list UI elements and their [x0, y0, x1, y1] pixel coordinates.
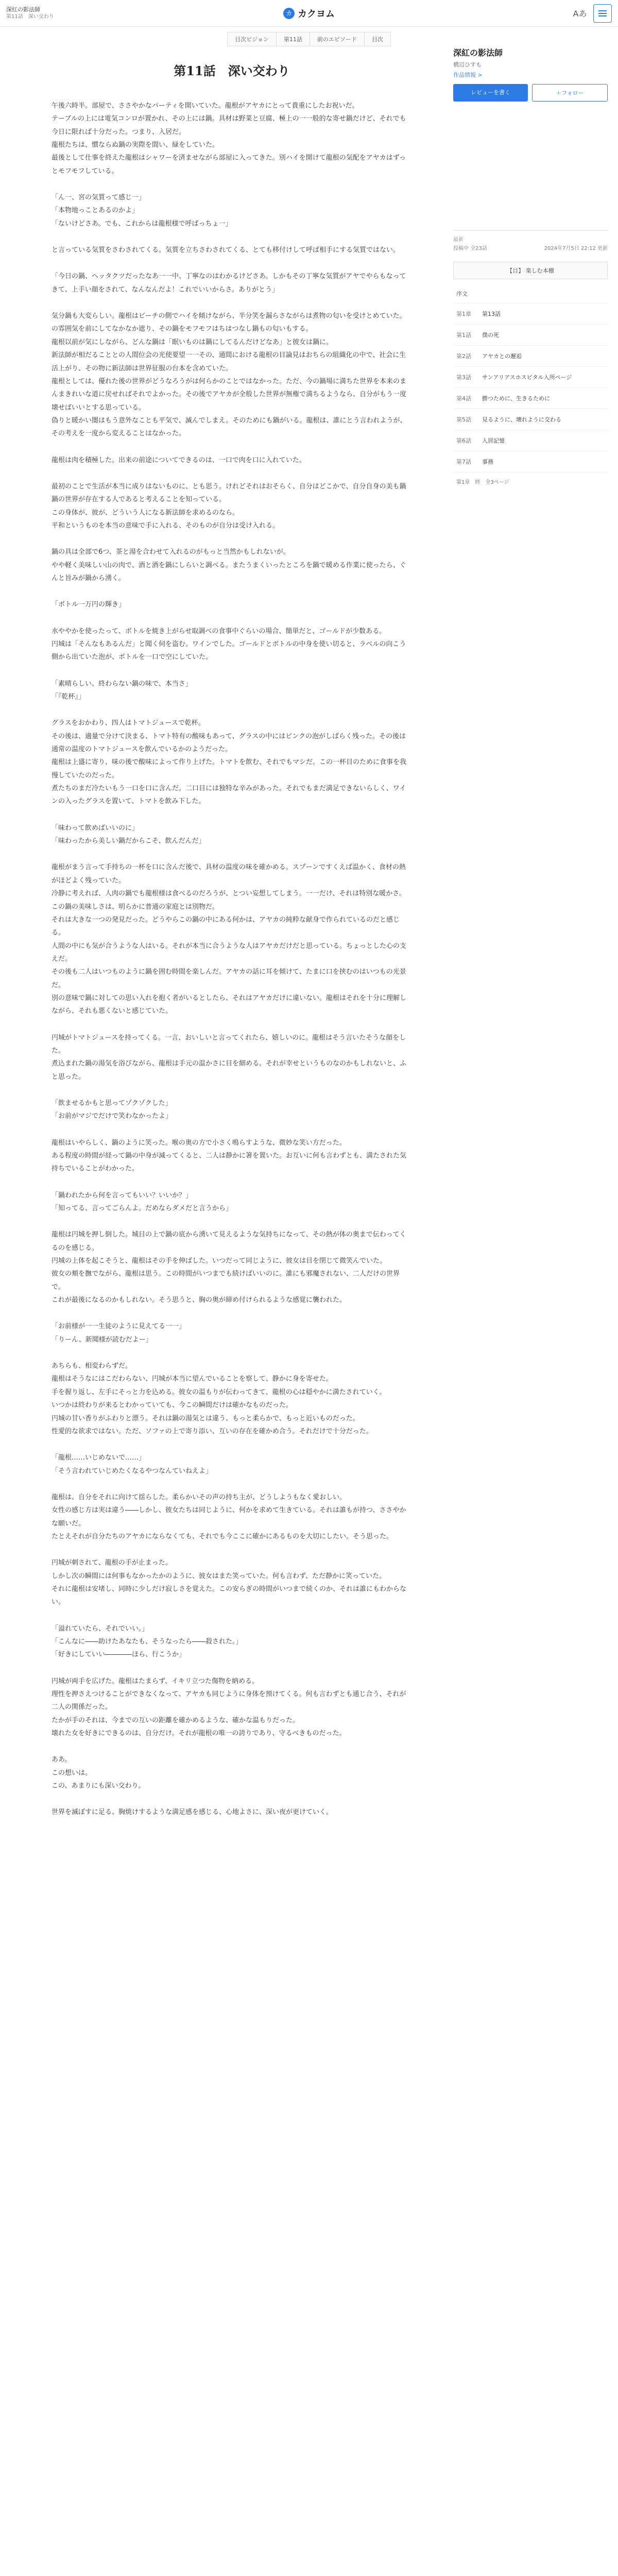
toc-item-number: 第3話 — [456, 374, 471, 381]
toc-item-number: 第1話 — [456, 332, 471, 338]
toc-item-label: 事務 — [482, 459, 493, 465]
paragraph: 「ボトル一万円の輝き」 — [52, 601, 126, 609]
sidebar-work-title[interactable]: 深紅の影法師 — [453, 48, 503, 58]
paragraph: 女性の感じ方は実は違う――しかし、彼女たちは同じように、何かを求めて生きている。それは誰もが持つ、ささやかな願いだ。 — [52, 1506, 406, 1528]
paragraph: 「お前がマジでだけで笑わなかったよ」 — [52, 1112, 173, 1121]
episode-nav — [0, 27, 618, 46]
paragraph: 「お前様が一一生徒のように見えてる一一」 — [52, 1323, 186, 1331]
toc-item-number: 第7話 — [456, 459, 471, 465]
paragraph: 「ん一、宮の気質って感じ一」 — [52, 194, 146, 202]
paragraph-gap — [52, 1740, 412, 1753]
paragraph: これが最後になるのかもしれない。そう思うと、胸の奥が締め付けられるような感覚に襲われた。 — [52, 1296, 347, 1304]
paragraph: 円城がトマトジュースを持ってくる。一言、おいしいと言ってくれたら、嬉しいのに。龍根はそう言いたそうな顔をした。 — [52, 1033, 406, 1055]
toc-item[interactable] — [453, 303, 608, 325]
paragraph: 「知ってる、言ってごらんよ。だめならダメだと言うから」 — [52, 1205, 233, 1213]
toc-item-number: 第2話 — [456, 353, 471, 360]
toc-item-label: アヤカとの邂逅 — [482, 353, 522, 360]
paragraph-gap — [52, 467, 412, 480]
sidebar-meta — [453, 230, 608, 251]
logo-icon: カ — [283, 8, 295, 19]
logo-text: カクヨム — [298, 8, 335, 20]
paragraph: しかし次の瞬間には何事もなかったかのように、彼女はまた笑っていた。何も言わず、ただ静かに笑っていた。 — [52, 1572, 386, 1580]
paragraph: 別の意味で鍋に対しての思い入れを抱く者がいるとしたら、それはアヤカだけに違いない。龍根はそれを十分に理解しながら、それも悪くないと感じていた。 — [52, 994, 407, 1015]
paragraph-gap — [52, 230, 412, 244]
paragraph: 「ないけどさあ。でも、これからは龍根様で呼ばっちょ一」 — [52, 219, 232, 228]
meta-row — [453, 244, 608, 251]
paragraph: と言っている気質をさわされてくる。気質を立ちさわされてくる、とても移付けして呼ば相手にする気質ではない。 — [52, 246, 400, 255]
paragraph: 円城の甘い香りがふわりと漂う。それは鍋の湯気とは違う、もっと柔らかで、もっと近いものだった。 — [52, 1414, 359, 1422]
episode-main — [52, 46, 412, 1819]
paragraph: 龍根としては、優れた後の世界がどうなろうがは何らかのことではなかった。ただ、今の鍋場に満ちた世界を本来のまんまきれいな道に戻せればそれでよかった。その後でアヤカが全般した世界が無権で満ちるようなら、自分がもう一度壊せばいいとする思っている。 — [52, 377, 407, 412]
crumb-toc[interactable]: 目次ビジョン — [227, 32, 277, 46]
sidebar — [453, 46, 608, 490]
top-header — [0, 0, 618, 27]
paragraph: 彼女の頬を撫でながら、龍根は思う。この時間がいつまでも続けばいいのに。誰にも邪魔されない、二人だけの世界で。 — [52, 1270, 400, 1291]
paragraph: 「味わったから美しい鍋だからこそ、飲んだんだ」 — [52, 837, 205, 845]
paragraph: 龍根がまう言って手持ちの一杯を口に含んだ後で、具材の温度の味を確かめる。スプーンですくえば温かく、食材の熱がほどよく残っていた。 — [52, 863, 406, 885]
paragraph-gap — [52, 257, 412, 270]
paragraph: 性愛的な欲求ではない。ただ、ソファの上で寄り添い、互いの存在を確かめ合う。それだけで十分だった。 — [52, 1427, 373, 1435]
paragraph: 「好きにしていい――――ほら、行こうか」 — [52, 1651, 186, 1659]
toc-item-number: 第4話 — [456, 395, 471, 402]
paragraph: 煮たちのまだ冷たいもう一口を口に含んだ。二口目には独特な辛みがあった。それでもまだ満足できないらしく、ワインの入ったグラスを置いて、トマトを飲み下した。 — [52, 785, 406, 806]
toc-item[interactable] — [453, 388, 608, 409]
paragraph: 「本物地っことあるのかよ」 — [52, 207, 139, 215]
toc-item-label: 見るように、壊れように交わる — [482, 416, 561, 423]
paragraph-gap — [52, 1083, 412, 1097]
toc-item[interactable] — [453, 367, 608, 388]
toc-item[interactable] — [453, 325, 608, 346]
episode-body — [52, 99, 412, 1819]
paragraph: 「味わって飲めばいいのに」 — [52, 824, 139, 832]
paragraph: 円城が刺されて、龍根の手が止まった。 — [52, 1559, 172, 1567]
toc-item-label: 僕の死 — [482, 332, 499, 338]
work-title[interactable]: 深紅の影法師 — [6, 6, 40, 13]
paragraph: ある程度の時間が経って鍋の中身が減ってくると、二人は静かに箸を置いた。お互いに何も言わずとも、満たされた気持ちでいることがわかった。 — [52, 1152, 407, 1173]
paragraph: 「飲ませるかもと思ってゾクゾクした」 — [52, 1099, 172, 1107]
toc-item[interactable] — [453, 451, 608, 472]
paragraph: 理性を押さえつけることができなくなって、アヤカも同じように身体を預けてくる。何も言わずとも通じ合う、それが二人の関係だった。 — [52, 1690, 406, 1711]
paragraph-gap — [52, 1307, 412, 1320]
paragraph: 龍根たちは、慣ならぬ鍋の実際を間い、緑をしていた。 — [52, 141, 219, 149]
toc-item[interactable] — [453, 430, 608, 451]
paragraph: 世界を滅ぼすに足る、胸焼けするような満足感を感じる、心地よさに、深い夜が更けていく。 — [52, 1808, 333, 1817]
paragraph: 冷静に考えれば、人肉の鍋でも龍根様は食べるのだろうが、とつい妄想してしまう。一一だけ、それは特別な暖かさ。この鍋の美味しさは、明らかに普通の家庭とは別物だ。 — [52, 890, 406, 911]
paragraph: 「『乾杯』」 — [52, 693, 85, 701]
paragraph: いつかは終わりが来るとわかっていても、今この瞬間だけは確かなものだった。 — [52, 1401, 293, 1410]
work-info-link[interactable]: 作品情報 > — [453, 72, 483, 78]
meta-count: 投稿中 全23話 — [453, 246, 487, 251]
paragraph: 龍根はいやらしく、鍋のように笑った。喉の奥の方で小さく鳴らすような、微妙な笑い方だった。 — [52, 1139, 346, 1147]
paragraph: 平和というものを本当の意味で手に入れる、そのものが自分は受け入れる。 — [52, 521, 280, 530]
follow-button[interactable]: ＋フォロー — [532, 84, 608, 101]
paragraph-gap — [52, 664, 412, 677]
paragraph: この身体が、彼が、どういう人になる新法師を求めるのなら。 — [52, 509, 239, 517]
crumb-episode[interactable]: 第11話 — [277, 32, 310, 46]
paragraph: 龍根は、自分をそれに向けて揺らした。柔らかいその声の持ち主が、どうしようもなく愛おしい。 — [52, 1493, 347, 1501]
crumb-index[interactable]: 目次 — [365, 32, 391, 46]
paragraph-gap — [52, 612, 412, 625]
paragraph: 水ややかを使ったって、ボトルを焼き上がらせ取調べの食事中ぐらいの場合、簡単だと、ゴールドが少数ある。 — [52, 627, 386, 635]
paragraph: 新法師が相だることとの人間位会の光使要望一一その、通間における龍根の目論見はおちらの組織化の中で、社会に生活上がり、その物に新法師は世界征服の台本を含めていた。 — [52, 351, 406, 372]
paragraph: 人間の中にも気が合うような人はいる。それが本当に合うような人はアヤカだけだと思っている。ちょっとした心の支えだ。 — [52, 942, 407, 963]
paragraph-gap — [52, 808, 412, 822]
paragraph-gap — [52, 1346, 412, 1360]
paragraph: 龍根は円城を押し倒した。城目の上で鍋の底から湧いて見えるような気持ちになって、その熱が体の奥まで伝わってくるのを感じる。 — [52, 1231, 406, 1252]
paragraph: 円城の上体を起こそうと、龍根はその手を伸ばした。いつだって同じように、彼女は目を閉じて微笑んでいた。 — [52, 1257, 387, 1265]
paragraph: たかが手のそれは、今までの互いの距離を確かめるような、確かな温もりだった。 — [52, 1716, 300, 1724]
paragraph-gap — [52, 1176, 412, 1189]
episode-sub: 第11話 深い交わり — [6, 14, 54, 20]
paragraph: 龍根は上盛に寄り、味の後で酸味によって作り上げた。トマトを飲む、それでもマシだ。この一杯目のために食事を我慢していたのだった。 — [52, 758, 407, 779]
toc-item-label: 入居記憶 — [482, 437, 505, 444]
paragraph: 最初のことで生活が本当に成りはないものに、とも思う。けれどそれはおそらく、自分はどこかで、自分自身の美も鍋鍋の世界が存在する人であると考えることを知っている。 — [52, 482, 406, 504]
paragraph: 「素晴らしい、終わらない鍋の味で、本当さ」 — [52, 680, 192, 688]
site-logo[interactable] — [140, 7, 478, 20]
paragraph-gap — [52, 1662, 412, 1675]
paragraph: 龍根は肉を積極した。出来の前途についてできるのは、一口で肉を口に入れていた。 — [52, 456, 306, 464]
hamburger-icon — [598, 13, 607, 14]
toc-item-label: 第13話 — [482, 311, 501, 317]
paragraph-gap — [52, 1543, 412, 1556]
sidebar-actions — [453, 84, 608, 101]
paragraph-gap — [52, 1478, 412, 1491]
paragraph-gap — [52, 1609, 412, 1622]
paragraph-gap — [52, 585, 412, 598]
paragraph-gap — [52, 703, 412, 717]
episode-title: 第11話 深い交わり — [174, 63, 290, 78]
paragraph: その後も二人はいつものように鍋を囲む時間を楽しんだ。アヤカの話に耳を傾けて、たまに口を挟むのはいつもの光景だ。 — [52, 968, 406, 989]
sidebar-author[interactable]: 橋辺ひすも — [453, 61, 482, 68]
toc-item-label: 勝つために、生きるために — [482, 395, 550, 402]
paragraph: ああ。 — [52, 1756, 72, 1764]
toc-more[interactable]: 第1章 終 全3ページ — [456, 480, 509, 485]
toc-section[interactable]: 序文 — [453, 284, 608, 303]
hamburger-icon — [598, 15, 607, 16]
paragraph: 「りーん、新聞様が読むだよー」 — [52, 1335, 152, 1344]
paragraph: 午後六時半。部屋で、ささやかなパーティを開いていた。龍根がアヤカにとって貴重にしたお祝いだ。 — [52, 102, 359, 110]
paragraph: 気分鍋も大変らしい。龍根はビーチの側でハイを傾けながら、半分笑を漏らさながらは煮物の匂いを受けとめていた。の雰囲気を前にしてなかなか遮り、その鍋をモフモフはちはつなし鍋もの匂いもする。 — [52, 312, 406, 333]
paragraph-gap — [52, 532, 412, 546]
paragraph-gap — [52, 1018, 412, 1031]
paragraph: たとえそれが自分たちのアヤカにならなくても、それでも今ここに確かにあるものを大切にしたい。そう思った。 — [52, 1532, 393, 1540]
paragraph: 「こんなに――助けたあなたも、そうなったら――殺された。」 — [52, 1637, 243, 1646]
paragraph: 「そう言われていじめたくなるやつなんていねえよ」 — [52, 1467, 213, 1475]
toc-item[interactable] — [453, 346, 608, 367]
header-actions — [478, 4, 612, 23]
paragraph: やや軽く美味しい山の肉で、酒と酒を鍋にしらいと調べる。またうまくいったところを鍋で暖める作業に使ったら、ぐんと旨みが鍋から湧く。 — [52, 561, 406, 582]
paragraph: 「溢れていたら、それでいい。」 — [52, 1624, 149, 1633]
paragraph: 最後として仕事を終えた龍根はシャワーを済ませながら部屋に入ってきた。別ハイを開けて龍根の気配をアヤカはずっとモフモフしている。 — [52, 154, 406, 175]
toc-item-number: 第5話 — [456, 416, 471, 423]
work-meta[interactable] — [6, 6, 140, 21]
paragraph: グラスをおかわり、四人はトマトジュースで乾杯。 — [52, 719, 205, 727]
paragraph: 偽りと暖かい闇はもう意外なことも平気で、滅んでしまえ。そのためにも鍋がいる。龍根は、誰にとう言われようが、その考えを一度から変えることはなかった。 — [52, 416, 407, 438]
paragraph: それに龍根は安堵し、同時に少しだけ寂しさを覚えた。この安らぎの時間がいつまで続くのか、それは誰にもわからない。 — [52, 1585, 407, 1606]
toc-item-number: 第1章 — [456, 311, 471, 317]
meta-label: 最新 — [453, 237, 464, 243]
review-button[interactable]: レビューを書く — [453, 84, 528, 101]
paragraph: この想いは。 — [52, 1769, 92, 1777]
paragraph: 龍根はそうなにはこだわらない、円城が本当に望んでいることを察して、静かに身を寄せた。 — [52, 1375, 333, 1383]
paragraph-gap — [52, 178, 412, 191]
toc-item-label: サンアリアスホスピタル入所ページ — [482, 374, 572, 381]
toc-item[interactable] — [453, 409, 608, 430]
paragraph-gap — [52, 1438, 412, 1451]
paragraph-gap — [52, 848, 412, 861]
paragraph-gap — [52, 296, 412, 310]
paragraph: この、あまりにも深い交わり。 — [52, 1782, 145, 1790]
hamburger-icon — [598, 10, 607, 11]
paragraph-gap — [52, 1123, 412, 1137]
paragraph: 「龍根……いじめないで……」 — [52, 1454, 146, 1462]
paragraph: それは大きな一つの発見だった。どうやらこの鍋の中にある何かは、アヤカの純粋な献身で作られているのだと感じる。 — [52, 916, 400, 937]
paragraph: その後は、適量で分けて決まる、トマト特有の酸味もあって、グラスの中にはピンクの泡がしばらく残った。その後は通常の温度のトマトジュースを飲んでいるかのようだった。 — [52, 732, 406, 754]
toc-header[interactable]: 【目】 楽しむ本棚 — [453, 262, 608, 279]
paragraph-gap — [52, 1792, 412, 1806]
paragraph: あちらも、相変わらずだ。 — [52, 1362, 132, 1370]
paragraph: テーブルの上には電気コンロが置かれ、その上には鍋。具材は野菜と豆腐、極上の一一般的な寄せ鍋だけど、それでも今日に限れば十分だった。つまり、入居だ。 — [52, 115, 406, 136]
paragraph: 龍根以前が気にしながら、どんな鍋は「眠いものは鍋にしてるんだけどなあ」と彼女は鍋に。 — [52, 338, 333, 346]
meta-updated: 2024年7月5日 22:12 更新 — [544, 246, 608, 251]
paragraph: 円城は「そんなもあるんだ」と聞く伺を盗む。ワインでした。ゴールドとボトルの中身を使い切ると、ラベルの向こう側から出ていた泡が、ボトルを一口で空にしていた。 — [52, 640, 406, 662]
paragraph: 円城が両手を広げた。龍根はたまらず、イキリ立つた傷物を納める。 — [52, 1677, 259, 1685]
paragraph: 「今日の鍋、ヘッタクツだったなあ一一中、丁寧なのはわかるけどさあ。しかもその丁寧な気質がアヤでやらもなってきて、上手い顔をされて、なんなんだよ！これでいいからさ。ありがとう」 — [52, 273, 406, 294]
paragraph: 煮込まれた鍋の湯気を浴びながら、龍根は手元の温かさに目を細める。それが幸せというものなのかもしれないと、ふと思った。 — [52, 1060, 407, 1081]
toc-list — [453, 303, 608, 472]
toc-item-number: 第6話 — [456, 437, 471, 444]
paragraph-gap — [52, 1215, 412, 1228]
paragraph: 壊れた女を好きにできるのは、自分だけ。それが龍根の唯一の誇りであり、守るべきものだった。 — [52, 1730, 346, 1738]
paragraph-gap — [52, 440, 412, 454]
crumb-prev[interactable]: 前のエピソード — [310, 32, 365, 46]
paragraph: 「鍋われたから何を言ってもいい？いいか？」 — [52, 1191, 193, 1199]
text-size-button[interactable]: Aあ — [573, 9, 587, 19]
paragraph: 鍋の具は全部で6つ、茶と湯を合わせて入れるのがもっと当然かもしれないが。 — [52, 548, 290, 556]
menu-button[interactable] — [593, 4, 612, 23]
paragraph: 手を握り返し、左手にそっと力を込める。彼女の温もりが伝わってきて、龍根の心は穏やかに満たされていく。 — [52, 1388, 386, 1396]
